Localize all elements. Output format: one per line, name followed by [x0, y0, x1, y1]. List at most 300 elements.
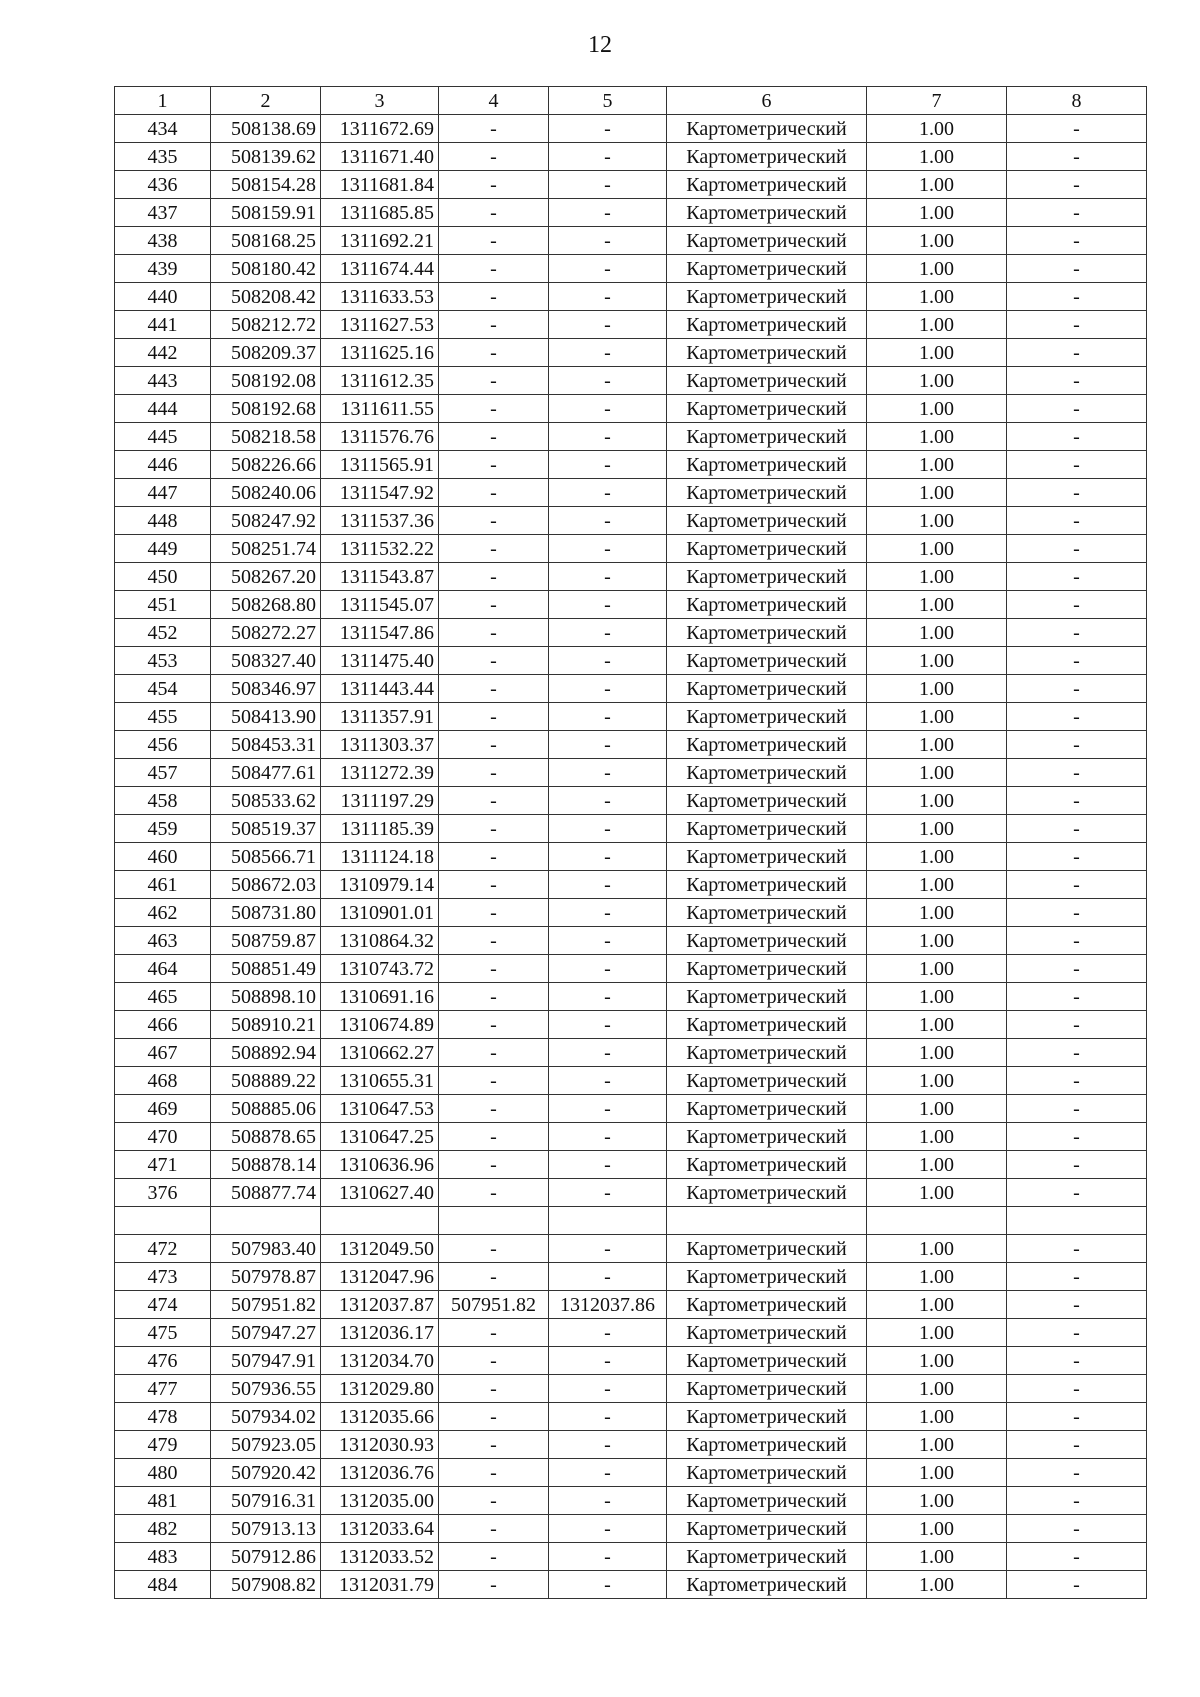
cell-y-coordinate: 1311537.36: [321, 507, 439, 535]
cell-method: Картометрический: [667, 1431, 867, 1459]
cell-y-coordinate: 1310655.31: [321, 1067, 439, 1095]
cell-point-number: 443: [115, 367, 211, 395]
cell-x-coordinate: 508154.28: [211, 171, 321, 199]
table-row: [115, 647, 1147, 675]
cell-accuracy: 1.00: [867, 199, 1007, 227]
cell-prev-x: -: [439, 563, 549, 591]
cell-method: Картометрический: [667, 563, 867, 591]
cell-y-coordinate: 1310647.25: [321, 1123, 439, 1151]
cell-x-coordinate: 508346.97: [211, 675, 321, 703]
table-row: [115, 983, 1147, 1011]
cell-accuracy: 1.00: [867, 1123, 1007, 1151]
cell-prev-x: -: [439, 423, 549, 451]
cell-x-coordinate: 508240.06: [211, 479, 321, 507]
cell-prev-y: -: [549, 507, 667, 535]
cell-description: -: [1007, 815, 1147, 843]
table-row: [115, 1487, 1147, 1515]
table-row: [115, 535, 1147, 563]
cell-accuracy: [867, 1207, 1007, 1235]
cell-method: Картометрический: [667, 311, 867, 339]
cell-prev-y: [549, 1207, 667, 1235]
table-row: [115, 703, 1147, 731]
table-row: [115, 871, 1147, 899]
cell-point-number: 470: [115, 1123, 211, 1151]
cell-method: Картометрический: [667, 843, 867, 871]
cell-method: Картометрический: [667, 1179, 867, 1207]
cell-accuracy: 1.00: [867, 1487, 1007, 1515]
cell-prev-x: -: [439, 143, 549, 171]
cell-accuracy: 1.00: [867, 955, 1007, 983]
cell-prev-y: -: [549, 423, 667, 451]
cell-x-coordinate: 507923.05: [211, 1431, 321, 1459]
table-row: [115, 619, 1147, 647]
cell-description: -: [1007, 395, 1147, 423]
cell-point-number: 455: [115, 703, 211, 731]
cell-y-coordinate: 1311625.16: [321, 339, 439, 367]
cell-method: [667, 1207, 867, 1235]
cell-method: Картометрический: [667, 815, 867, 843]
cell-y-coordinate: 1311674.44: [321, 255, 439, 283]
table-row: [115, 1151, 1147, 1179]
cell-x-coordinate: 508889.22: [211, 1067, 321, 1095]
cell-method: Картометрический: [667, 983, 867, 1011]
cell-description: -: [1007, 563, 1147, 591]
cell-prev-x: -: [439, 255, 549, 283]
column-header: 5: [549, 87, 667, 115]
cell-prev-x: -: [439, 1543, 549, 1571]
table-row: [115, 1011, 1147, 1039]
cell-x-coordinate: 508566.71: [211, 843, 321, 871]
cell-accuracy: 1.00: [867, 535, 1007, 563]
cell-prev-y: -: [549, 647, 667, 675]
cell-y-coordinate: 1311692.21: [321, 227, 439, 255]
cell-accuracy: 1.00: [867, 675, 1007, 703]
table-row: [115, 955, 1147, 983]
cell-method: Картометрический: [667, 1235, 867, 1263]
cell-description: -: [1007, 1459, 1147, 1487]
cell-prev-x: -: [439, 1011, 549, 1039]
cell-prev-x: -: [439, 1067, 549, 1095]
cell-point-number: 444: [115, 395, 211, 423]
cell-accuracy: 1.00: [867, 731, 1007, 759]
cell-y-coordinate: 1311543.87: [321, 563, 439, 591]
cell-prev-y: -: [549, 143, 667, 171]
cell-accuracy: 1.00: [867, 423, 1007, 451]
cell-prev-x: -: [439, 731, 549, 759]
table-row: [115, 815, 1147, 843]
cell-point-number: 453: [115, 647, 211, 675]
cell-point-number: 466: [115, 1011, 211, 1039]
cell-y-coordinate: 1311303.37: [321, 731, 439, 759]
table-row: [115, 1319, 1147, 1347]
cell-prev-x: -: [439, 899, 549, 927]
cell-accuracy: 1.00: [867, 1375, 1007, 1403]
cell-description: -: [1007, 1067, 1147, 1095]
cell-point-number: 472: [115, 1235, 211, 1263]
cell-point-number: 481: [115, 1487, 211, 1515]
cell-accuracy: 1.00: [867, 983, 1007, 1011]
cell-y-coordinate: 1311671.40: [321, 143, 439, 171]
cell-y-coordinate: 1310691.16: [321, 983, 439, 1011]
cell-x-coordinate: 508892.94: [211, 1039, 321, 1067]
cell-accuracy: 1.00: [867, 1151, 1007, 1179]
cell-y-coordinate: 1310662.27: [321, 1039, 439, 1067]
cell-prev-y: -: [549, 759, 667, 787]
cell-x-coordinate: 508878.14: [211, 1151, 321, 1179]
cell-accuracy: 1.00: [867, 507, 1007, 535]
cell-prev-y: -: [549, 815, 667, 843]
cell-prev-x: -: [439, 311, 549, 339]
cell-point-number: 376: [115, 1179, 211, 1207]
cell-description: -: [1007, 283, 1147, 311]
cell-method: Картометрический: [667, 647, 867, 675]
cell-prev-y: -: [549, 1515, 667, 1543]
cell-prev-x: -: [439, 479, 549, 507]
cell-description: -: [1007, 535, 1147, 563]
cell-method: Картометрический: [667, 199, 867, 227]
cell-method: Картометрический: [667, 955, 867, 983]
cell-accuracy: 1.00: [867, 1095, 1007, 1123]
table-row: [115, 1347, 1147, 1375]
cell-prev-x: -: [439, 1263, 549, 1291]
cell-point-number: 468: [115, 1067, 211, 1095]
cell-description: -: [1007, 1431, 1147, 1459]
cell-description: [1007, 1207, 1147, 1235]
cell-prev-x: 507951.82: [439, 1291, 549, 1319]
cell-description: -: [1007, 1263, 1147, 1291]
cell-method: Картометрический: [667, 619, 867, 647]
cell-prev-x: [439, 1207, 549, 1235]
cell-y-coordinate: 1312049.50: [321, 1235, 439, 1263]
cell-x-coordinate: 508477.61: [211, 759, 321, 787]
cell-prev-x: -: [439, 1403, 549, 1431]
cell-y-coordinate: 1310979.14: [321, 871, 439, 899]
cell-y-coordinate: 1312035.66: [321, 1403, 439, 1431]
cell-prev-y: -: [549, 1235, 667, 1263]
cell-prev-x: -: [439, 815, 549, 843]
cell-prev-y: -: [549, 255, 667, 283]
cell-point-number: 457: [115, 759, 211, 787]
cell-method: Картометрический: [667, 703, 867, 731]
cell-method: Картометрический: [667, 339, 867, 367]
cell-prev-x: -: [439, 395, 549, 423]
cell-accuracy: 1.00: [867, 1459, 1007, 1487]
cell-x-coordinate: 508218.58: [211, 423, 321, 451]
cell-point-number: 476: [115, 1347, 211, 1375]
cell-y-coordinate: 1311633.53: [321, 283, 439, 311]
cell-method: Картометрический: [667, 423, 867, 451]
cell-x-coordinate: 508731.80: [211, 899, 321, 927]
table-row: [115, 479, 1147, 507]
cell-point-number: 463: [115, 927, 211, 955]
cell-x-coordinate: 508272.27: [211, 619, 321, 647]
table-row: [115, 1459, 1147, 1487]
cell-point-number: 449: [115, 535, 211, 563]
cell-prev-x: -: [439, 115, 549, 143]
cell-y-coordinate: 1310674.89: [321, 1011, 439, 1039]
cell-description: -: [1007, 1039, 1147, 1067]
cell-y-coordinate: 1310627.40: [321, 1179, 439, 1207]
cell-prev-y: -: [549, 843, 667, 871]
cell-x-coordinate: 508138.69: [211, 115, 321, 143]
cell-prev-y: -: [549, 871, 667, 899]
cell-prev-x: -: [439, 1095, 549, 1123]
cell-prev-y: -: [549, 1347, 667, 1375]
cell-accuracy: 1.00: [867, 1263, 1007, 1291]
cell-x-coordinate: 507936.55: [211, 1375, 321, 1403]
cell-description: -: [1007, 255, 1147, 283]
cell-x-coordinate: 508268.80: [211, 591, 321, 619]
cell-prev-y: -: [549, 927, 667, 955]
cell-x-coordinate: 507978.87: [211, 1263, 321, 1291]
cell-description: -: [1007, 1179, 1147, 1207]
column-header: 7: [867, 87, 1007, 115]
cell-accuracy: 1.00: [867, 1291, 1007, 1319]
cell-y-coordinate: 1311627.53: [321, 311, 439, 339]
cell-accuracy: 1.00: [867, 759, 1007, 787]
cell-accuracy: 1.00: [867, 1319, 1007, 1347]
cell-y-coordinate: 1311547.92: [321, 479, 439, 507]
cell-y-coordinate: 1311612.35: [321, 367, 439, 395]
cell-x-coordinate: 508851.49: [211, 955, 321, 983]
cell-prev-x: -: [439, 1459, 549, 1487]
cell-y-coordinate: 1311443.44: [321, 675, 439, 703]
cell-method: Картометрический: [667, 451, 867, 479]
column-header: 2: [211, 87, 321, 115]
cell-method: Картометрический: [667, 591, 867, 619]
cell-prev-x: -: [439, 591, 549, 619]
cell-y-coordinate: 1311532.22: [321, 535, 439, 563]
table-row: [115, 1375, 1147, 1403]
cell-method: Картометрический: [667, 535, 867, 563]
cell-description: -: [1007, 619, 1147, 647]
table-row: [115, 227, 1147, 255]
cell-description: -: [1007, 339, 1147, 367]
cell-prev-x: -: [439, 1039, 549, 1067]
cell-prev-y: -: [549, 1319, 667, 1347]
cell-accuracy: 1.00: [867, 1431, 1007, 1459]
cell-point-number: 473: [115, 1263, 211, 1291]
cell-prev-x: -: [439, 927, 549, 955]
cell-method: Картометрический: [667, 1039, 867, 1067]
cell-y-coordinate: 1312035.00: [321, 1487, 439, 1515]
table-body: [115, 115, 1147, 1599]
cell-description: -: [1007, 227, 1147, 255]
table-row: [115, 1403, 1147, 1431]
cell-method: Картометрический: [667, 1151, 867, 1179]
cell-y-coordinate: 1311185.39: [321, 815, 439, 843]
cell-prev-x: -: [439, 787, 549, 815]
cell-method: Картометрический: [667, 1459, 867, 1487]
cell-x-coordinate: 508453.31: [211, 731, 321, 759]
page-number: 12: [588, 32, 612, 58]
cell-prev-y: -: [549, 1263, 667, 1291]
cell-y-coordinate: 1311547.86: [321, 619, 439, 647]
cell-accuracy: 1.00: [867, 899, 1007, 927]
cell-prev-x: -: [439, 1179, 549, 1207]
cell-x-coordinate: 508139.62: [211, 143, 321, 171]
cell-description: -: [1007, 1319, 1147, 1347]
cell-description: -: [1007, 1515, 1147, 1543]
cell-method: Картометрический: [667, 143, 867, 171]
cell-y-coordinate: 1310864.32: [321, 927, 439, 955]
cell-accuracy: 1.00: [867, 115, 1007, 143]
cell-x-coordinate: 508519.37: [211, 815, 321, 843]
cell-x-coordinate: 508226.66: [211, 451, 321, 479]
cell-accuracy: 1.00: [867, 1067, 1007, 1095]
cell-prev-y: -: [549, 1179, 667, 1207]
cell-description: -: [1007, 1291, 1147, 1319]
cell-accuracy: 1.00: [867, 1515, 1007, 1543]
cell-prev-y: 1312037.86: [549, 1291, 667, 1319]
cell-prev-x: -: [439, 451, 549, 479]
cell-prev-y: -: [549, 1571, 667, 1599]
cell-method: Картометрический: [667, 507, 867, 535]
cell-point-number: 434: [115, 115, 211, 143]
cell-point-number: 482: [115, 1515, 211, 1543]
cell-y-coordinate: 1312036.17: [321, 1319, 439, 1347]
table-row: [115, 339, 1147, 367]
cell-method: Картометрический: [667, 1123, 867, 1151]
cell-accuracy: 1.00: [867, 367, 1007, 395]
cell-point-number: 446: [115, 451, 211, 479]
cell-x-coordinate: 508759.87: [211, 927, 321, 955]
cell-prev-x: -: [439, 759, 549, 787]
cell-prev-y: -: [549, 535, 667, 563]
cell-prev-y: -: [549, 227, 667, 255]
column-header: 3: [321, 87, 439, 115]
cell-point-number: 437: [115, 199, 211, 227]
cell-point-number: 458: [115, 787, 211, 815]
cell-description: -: [1007, 1487, 1147, 1515]
cell-method: Картометрический: [667, 787, 867, 815]
cell-description: -: [1007, 899, 1147, 927]
cell-prev-x: -: [439, 1571, 549, 1599]
cell-x-coordinate: 508209.37: [211, 339, 321, 367]
table-row: [115, 1067, 1147, 1095]
table-row: [115, 507, 1147, 535]
cell-point-number: 452: [115, 619, 211, 647]
cell-point-number: 441: [115, 311, 211, 339]
cell-description: -: [1007, 759, 1147, 787]
cell-method: Картометрический: [667, 1403, 867, 1431]
table-row: [115, 423, 1147, 451]
cell-description: -: [1007, 843, 1147, 871]
cell-description: -: [1007, 199, 1147, 227]
cell-point-number: 442: [115, 339, 211, 367]
cell-prev-y: -: [549, 983, 667, 1011]
table-row: [115, 395, 1147, 423]
cell-accuracy: 1.00: [867, 227, 1007, 255]
cell-prev-y: -: [549, 1375, 667, 1403]
cell-accuracy: 1.00: [867, 871, 1007, 899]
cell-y-coordinate: 1310636.96: [321, 1151, 439, 1179]
table-row: [115, 675, 1147, 703]
cell-x-coordinate: 508878.65: [211, 1123, 321, 1151]
cell-x-coordinate: 507920.42: [211, 1459, 321, 1487]
cell-description: -: [1007, 451, 1147, 479]
cell-point-number: 484: [115, 1571, 211, 1599]
cell-x-coordinate: 508251.74: [211, 535, 321, 563]
table-row: [115, 1263, 1147, 1291]
cell-prev-y: -: [549, 171, 667, 199]
cell-accuracy: 1.00: [867, 619, 1007, 647]
cell-point-number: 464: [115, 955, 211, 983]
cell-x-coordinate: 508267.20: [211, 563, 321, 591]
cell-accuracy: 1.00: [867, 339, 1007, 367]
cell-point-number: 462: [115, 899, 211, 927]
cell-y-coordinate: 1310743.72: [321, 955, 439, 983]
cell-point-number: 461: [115, 871, 211, 899]
column-header: 8: [1007, 87, 1147, 115]
cell-prev-x: -: [439, 843, 549, 871]
cell-prev-y: -: [549, 479, 667, 507]
cell-accuracy: 1.00: [867, 843, 1007, 871]
cell-method: Картометрический: [667, 1095, 867, 1123]
cell-y-coordinate: 1312030.93: [321, 1431, 439, 1459]
cell-prev-x: -: [439, 871, 549, 899]
cell-prev-y: -: [549, 1095, 667, 1123]
cell-prev-x: -: [439, 703, 549, 731]
cell-accuracy: 1.00: [867, 1179, 1007, 1207]
cell-point-number: 465: [115, 983, 211, 1011]
cell-y-coordinate: 1311565.91: [321, 451, 439, 479]
cell-x-coordinate: 508413.90: [211, 703, 321, 731]
cell-description: -: [1007, 115, 1147, 143]
cell-prev-x: -: [439, 507, 549, 535]
table-row: [115, 731, 1147, 759]
column-header: 4: [439, 87, 549, 115]
table-row: [115, 311, 1147, 339]
cell-description: -: [1007, 1403, 1147, 1431]
cell-prev-y: -: [549, 1459, 667, 1487]
cell-prev-y: -: [549, 1123, 667, 1151]
cell-prev-y: -: [549, 395, 667, 423]
cell-method: Картометрический: [667, 1291, 867, 1319]
cell-description: -: [1007, 507, 1147, 535]
cell-prev-x: -: [439, 1347, 549, 1375]
cell-point-number: 440: [115, 283, 211, 311]
cell-description: -: [1007, 1123, 1147, 1151]
cell-accuracy: 1.00: [867, 815, 1007, 843]
cell-prev-x: -: [439, 1487, 549, 1515]
cell-description: -: [1007, 731, 1147, 759]
cell-accuracy: 1.00: [867, 927, 1007, 955]
cell-y-coordinate: 1311576.76: [321, 423, 439, 451]
cell-prev-y: -: [549, 619, 667, 647]
cell-prev-y: -: [549, 1431, 667, 1459]
table-row: [115, 171, 1147, 199]
cell-accuracy: 1.00: [867, 1543, 1007, 1571]
cell-prev-y: -: [549, 311, 667, 339]
cell-x-coordinate: 508159.91: [211, 199, 321, 227]
table-row: [115, 1095, 1147, 1123]
column-header: 1: [115, 87, 211, 115]
cell-method: Картометрический: [667, 1011, 867, 1039]
cell-y-coordinate: 1311197.29: [321, 787, 439, 815]
cell-method: Картометрический: [667, 283, 867, 311]
cell-description: -: [1007, 1151, 1147, 1179]
cell-prev-x: -: [439, 675, 549, 703]
cell-prev-x: -: [439, 1431, 549, 1459]
cell-description: -: [1007, 647, 1147, 675]
cell-prev-y: -: [549, 731, 667, 759]
cell-description: -: [1007, 983, 1147, 1011]
cell-description: -: [1007, 311, 1147, 339]
cell-prev-y: -: [549, 1039, 667, 1067]
cell-method: Картометрический: [667, 1487, 867, 1515]
cell-x-coordinate: 508180.42: [211, 255, 321, 283]
